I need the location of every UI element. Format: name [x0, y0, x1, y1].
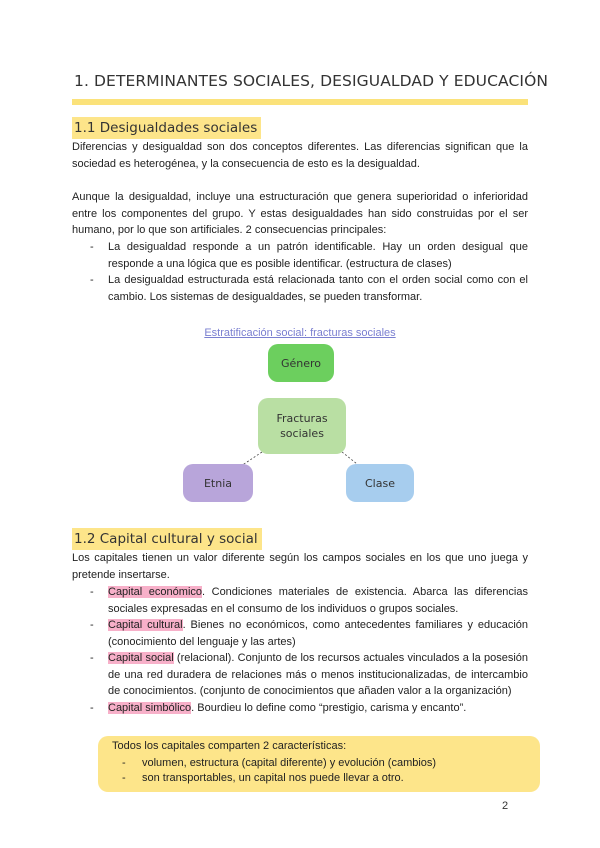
section-title-capital: 1.2 Capital cultural y social [72, 528, 262, 550]
bullet-text: . Condiciones materiales de existencia. Abarca las diferencias sociales expresadas en el consumo de los individuos o grupos sociales. [108, 586, 528, 615]
diagram-node-clase: Clase [346, 464, 414, 502]
callout-title: Todos los capitales comparten 2 características: [112, 740, 347, 752]
main-title: 1. DETERMINANTES SOCIALES, DESIGUALDAD Y EDUCACIÓN [74, 72, 549, 90]
diagram-node-genero: Género [268, 344, 334, 382]
callout-item-text: son transportables, un capital nos puede llevar a otro. [142, 772, 404, 784]
list-item [112, 771, 532, 786]
bullet-text: La desigualdad estructurada está relacionada tanto con el orden social como con el cambio. Los sistemas de desigualdades, se pueden transformar. [108, 274, 528, 303]
bullet-list-capitales [72, 584, 528, 716]
dash-bullet: - [122, 757, 126, 769]
term-capital-economico: Capital económico [108, 586, 202, 598]
dash-bullet: - [122, 772, 126, 784]
section-title-desigualdades: 1.1 Desigualdades sociales [72, 117, 261, 139]
list-item [72, 272, 528, 305]
paragraph-diferencias: Diferencias y desigualdad son dos conceptos diferentes. Las diferencias significan que la sociedad es heterogénea, y la consecuencia de esto es la desigualdad. [72, 141, 528, 170]
bullet-text: . Bienes no económicos, como antecedentes familiares y educación (conocimiento del lenguaje y las artes) [108, 619, 528, 648]
list-item [72, 239, 528, 272]
callout-list [112, 756, 532, 786]
bullet-text: . Bourdieu lo define como “prestigio, carisma y encanto”. [191, 701, 467, 714]
bullet-text: (relacional). Conjunto de los recursos actuales vinculados a la posesión de una red duradera de relaciones más o menos institucionalizadas, de intercambio de conocimientos. (conjunto de conocimientos que añaden valor a la organización) [108, 652, 528, 697]
diagram-node-fracturas: Fracturas sociales [258, 398, 346, 454]
term-capital-cultural: Capital cultural [108, 619, 183, 631]
list-item [72, 700, 528, 717]
list-item [112, 756, 532, 771]
term-capital-social: Capital social [108, 652, 174, 664]
callout-box [98, 736, 540, 792]
list-item [72, 650, 528, 700]
callout-item-text: volumen, estructura (capital diferente) y evolución (cambios) [142, 757, 437, 769]
title-underline [72, 99, 528, 105]
paragraph-capitales: Los capitales tienen un valor diferente según los campos sociales en los que uno juega y pretende insertarse. [72, 552, 528, 581]
bullet-list-consecuencias [72, 239, 528, 305]
page-number: 2 [502, 800, 509, 812]
dash-bullet: - [90, 619, 94, 631]
dash-bullet: - [90, 274, 94, 286]
list-item [72, 617, 528, 650]
diagram-title: Estratificación social: fracturas sociales [204, 327, 396, 339]
list-item [72, 584, 528, 617]
dash-bullet: - [90, 652, 94, 664]
dash-bullet: - [90, 241, 94, 253]
dash-bullet: - [90, 701, 94, 714]
term-capital-simbolico: Capital simbólico [108, 701, 192, 714]
dash-bullet: - [90, 586, 94, 598]
paragraph-aunque: Aunque la desigualdad, incluye una estructuración que genera superioridad o inferioridad entre los componentes del grupo. Y estas desigualdades han sido construidas por el ser humano, por lo que son artificiales. 2 consecuencias principales: [72, 191, 528, 236]
diagram-node-etnia: Etnia [183, 464, 253, 502]
bullet-text: La desigualdad responde a un patrón identificable. Hay un orden desigual que responde a una lógica que es posible identificar. (estructura de clases) [108, 241, 528, 270]
